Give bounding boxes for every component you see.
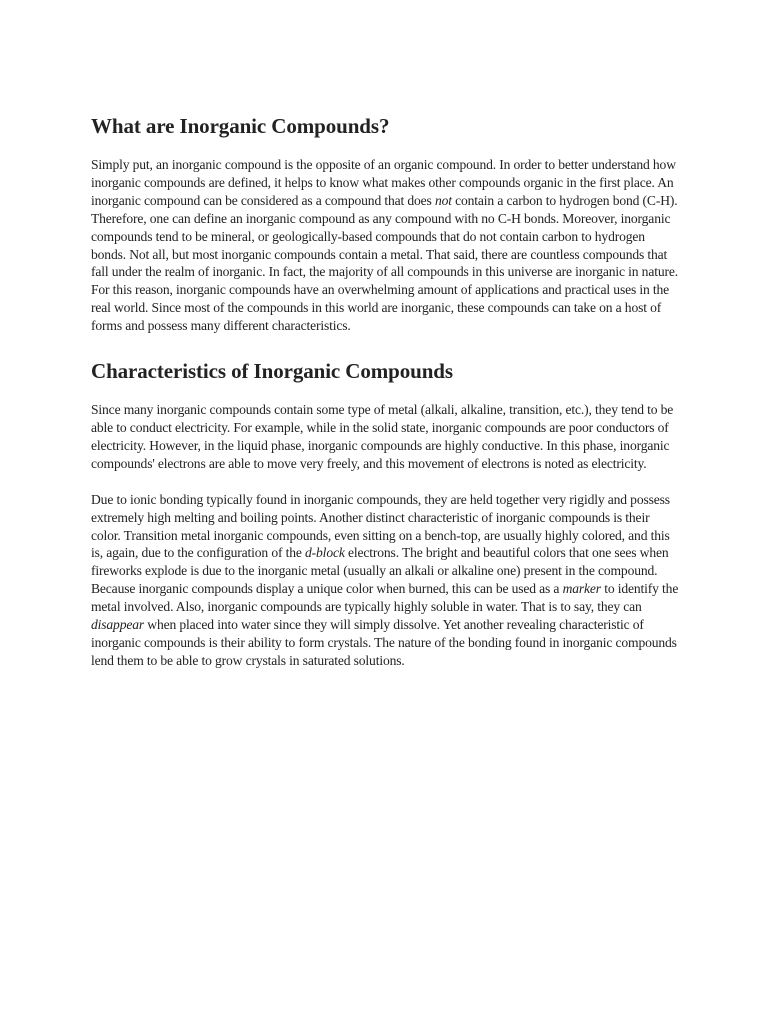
emphasis-text: not (434, 192, 452, 208)
text-run: Simply put, an inorganic compound is the opposite of an organic compound. In order to better understand how inorganic compounds are defined, it helps to know what makes other compounds organic in the first place. An inorganic compound can be considered as a compound that does (91, 157, 676, 208)
emphasis-text: disappear (91, 617, 145, 633)
section-heading-characteristics: Characteristics of Inorganic Compounds (91, 359, 453, 384)
emphasis-text: d-block (305, 545, 345, 561)
text-run: to identify the metal involved. Also, inorganic compounds are typically highly soluble in water. That is to say, they can (91, 581, 679, 615)
text-run: contain a carbon to hydrogen bond (C-H). Therefore, one can define an inorganic compound as any compound with no C-H bonds. Moreover, inorganic compounds tend to be mineral, or geologically-based compounds that do not contain carbon to hydrogen bonds. Not all, but most inorganic compounds contain a metal. That said, there are countless compounds that fall under the realm of inorganic. In fact, the majority of all compounds in this universe are inorganic in nature. For this reason, inorganic compounds have an overwhelming amount of applications and practical uses in the real world. Since most of the compounds in this world are inorganic, these compounds can take on a host of forms and possess many different characteristics. (91, 192, 678, 334)
paragraph-conductivity: Since many inorganic compounds contain some type of metal (alkali, alkaline, transition, etc.), they tend to be able to conduct electricity. For example, while in the solid state, inorganic compounds are poor conductors of electricity. However, in the liquid phase, inorganic compounds are highly conductive. In this phase, inorganic compounds' electrons are able to move very freely, and this movement of electrons is noted as electricity. (91, 402, 674, 471)
text-run: electrons. The bright and beautiful colors that one sees when fireworks explode is due to the inorganic metal (usually an alkali or alkaline one) present in the compound. Because inorganic compounds display a unique color when burned, this can be used as a (91, 545, 669, 597)
paragraph-properties (91, 491, 681, 670)
text-run: Due to ionic bonding typically found in inorganic compounds, they are held together very rigidly and possess extremely high melting and boiling points. Another distinct characteristic of inorganic compounds is their color. Transition metal inorganic compounds, even sitting on a bench-top, are usually highly colored, and this is, again, due to the configuration of the (91, 491, 670, 561)
text-run: when placed into water since they will simply dissolve. Yet another revealing characteristic of inorganic compounds is their ability to form crystals. The nature of the bonding found in inorganic compounds lend them to be able to grow crystals in saturated solutions. (91, 617, 677, 668)
paragraph-definition (91, 156, 681, 335)
emphasis-text: marker (562, 581, 601, 597)
section-heading-inorganic-compounds: What are Inorganic Compounds? (91, 114, 390, 138)
document-page (91, 112, 681, 688)
